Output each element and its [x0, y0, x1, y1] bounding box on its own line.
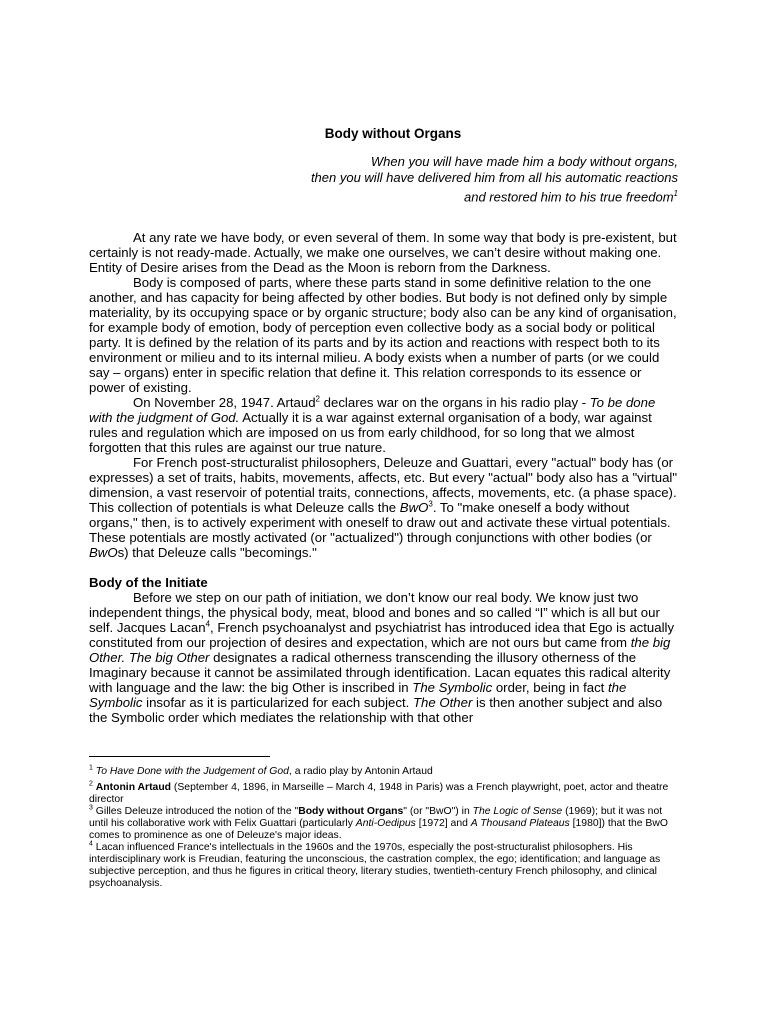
italic-term: The Other	[412, 695, 473, 710]
footnote-ref[interactable]: 1	[673, 189, 678, 198]
italic-title: To Have Done with the Judgement of God	[95, 766, 289, 777]
footnote-ref[interactable]: 3	[428, 499, 433, 509]
text-run: designates a radical otherness transcending the illusory otherness of the Imaginary because it cannot be assimilated through identification. Lacan equates this radical alterity with language and the law: the big Other is inscribed in	[89, 650, 671, 695]
epigraph-line: then you will have delivered him from all his automatic reactions	[310, 170, 678, 185]
epigraph-line	[218, 186, 678, 205]
text-run: [1972] and	[415, 818, 471, 829]
bold-term: Body without Organs	[298, 806, 404, 817]
footnote-divider	[89, 756, 270, 757]
italic-term: the Symbolic	[89, 680, 627, 710]
footnote-ref[interactable]: 2	[315, 394, 320, 404]
epigraph-line: When you will have made him a body without organs,	[370, 154, 678, 169]
section-heading: Body of the Initiate	[89, 575, 208, 590]
paragraph	[89, 455, 681, 560]
text-run: (1969); but it was not until his collaborative work with Felix Guattari (particularly	[89, 806, 663, 829]
epigraph-line-text: and restored him to his true freedom	[463, 189, 674, 205]
italic-term: The Symbolic	[412, 680, 493, 695]
bold-name: Antonin Artaud	[95, 782, 172, 793]
text-run: [1980]) that the BwO comes to prominence as one of Deleuze's major ideas.	[89, 818, 668, 841]
text-run: is then another subject and also the Symbolic order which mediates the relationship with that other	[89, 695, 663, 725]
paragraph	[89, 395, 681, 455]
text-run: Before we step on our path of initiation, we don’t know our real body. We know just two independent things, the physical body, meat, blood and bones and so called “I” which is all but our self. Jacques Lacan	[89, 590, 660, 635]
footnote-number: 4	[89, 840, 93, 848]
italic-title: Anti-Oedipus	[355, 818, 416, 829]
text-run: " (or "BwO") in	[403, 806, 473, 817]
footnote	[89, 766, 679, 778]
text-run: , French psychoanalyst and psychiatrist has introduced idea that Ego is actually constituted from our projection of desires and expectation, which are not ours but came from	[89, 620, 675, 650]
italic-title: The Logic of Sense	[472, 806, 563, 817]
text-run: order, being in fact	[492, 680, 609, 695]
page-title: Body without Organs	[324, 126, 462, 141]
paragraph: Body is composed of parts, where these parts stand in some definitive relation to the one another, and has capacity for being affected by other bodies. But body is not defined only by simple materiality, by its occupying space or by organic structure; body also can be any kind of organisation, for example body of emotion, body of perception even collective body as a social body or political party. It is defined by the relation of its parts and by its action and reactions with respect both to its environment or milieu and to its internal milieu. A body exists when a number of parts (or we could say – organs) enter in specific relation that define it. This relation corresponds to its essence or power of existing.	[89, 275, 677, 395]
text-run: . To "make oneself a body without organs," then, is to actively experiment with oneself to draw out and activate these virtual potentials. These potentials are mostly activated (or "actualized") through conjunctions with other bodies (or	[89, 500, 671, 545]
text-run: Gilles Deleuze introduced the notion of the "	[95, 806, 299, 817]
text-run: declares war on the organs in his radio play -	[320, 395, 590, 410]
text-run: s) that Deleuze calls "becomings."	[117, 545, 317, 560]
paragraph: At any rate we have body, or even several of them. In some way that body is pre-existent, but certainly is not ready-made. Actually, we make one ourselves, we can’t desire without making one. Entity of Desire arises from the Dead as the Moon is reborn from the Darkness.	[89, 230, 677, 275]
footnote-number: 2	[89, 780, 93, 788]
text-run: For French post-structuralist philosophers, Deleuze and Guattari, every "actual" body has (or expresses) a set of traits, habits, movements, affects, etc. But every "actual" body also has a "virtual" dimension, a vast reservoir of potential traits, connections, affects, movements, etc. (a phase space). This collection of potentials is what Deleuze calls the	[89, 455, 678, 515]
italic-term: BwO	[89, 545, 118, 560]
italic-title: A Thousand Plateaus	[470, 818, 570, 829]
text-run: Actually it is a war against external organisation of a body, war against rules and regulation which are imposed on us from early childhood, for so long that we almost forgotten that this rules are against our true nature.	[89, 410, 652, 455]
text-run: insofar as it is particularized for each subject.	[142, 695, 413, 710]
footnote-number: 1	[89, 764, 93, 772]
italic-term: BwO	[399, 500, 429, 515]
text-run: On November 28, 1947. Artaud	[133, 395, 316, 410]
text-run: , a radio play by Antonin Artaud	[288, 766, 433, 777]
footnote	[89, 842, 679, 890]
epigraph	[218, 154, 678, 205]
footnote-ref[interactable]: 4	[205, 619, 211, 629]
text-run: Lacan influenced France's intellectuals in the 1960s and the 1970s, especially the post-structuralist philosophers. His interdisciplinary work is Freudian, featuring the unconscious, the castration complex, the ego; identification; and language as subjective perception, and thus he figures in critical theory, literary studies, twentieth-century French philosophy, and clinical psychoanalysis.	[89, 842, 661, 889]
text-run: (September 4, 1896, in Marseille – March 4, 1948 in Paris) was a French playwright, poet, actor and theatre director	[89, 782, 669, 805]
body-text	[89, 230, 681, 725]
footnote-number: 3	[89, 804, 93, 812]
italic-title: To be done with the judgment of God.	[89, 395, 656, 425]
footnote	[89, 782, 679, 806]
italic-term: the big Other. The big Other	[89, 635, 671, 665]
footnote	[89, 806, 679, 842]
paragraph	[89, 590, 681, 725]
footnotes	[89, 762, 679, 890]
